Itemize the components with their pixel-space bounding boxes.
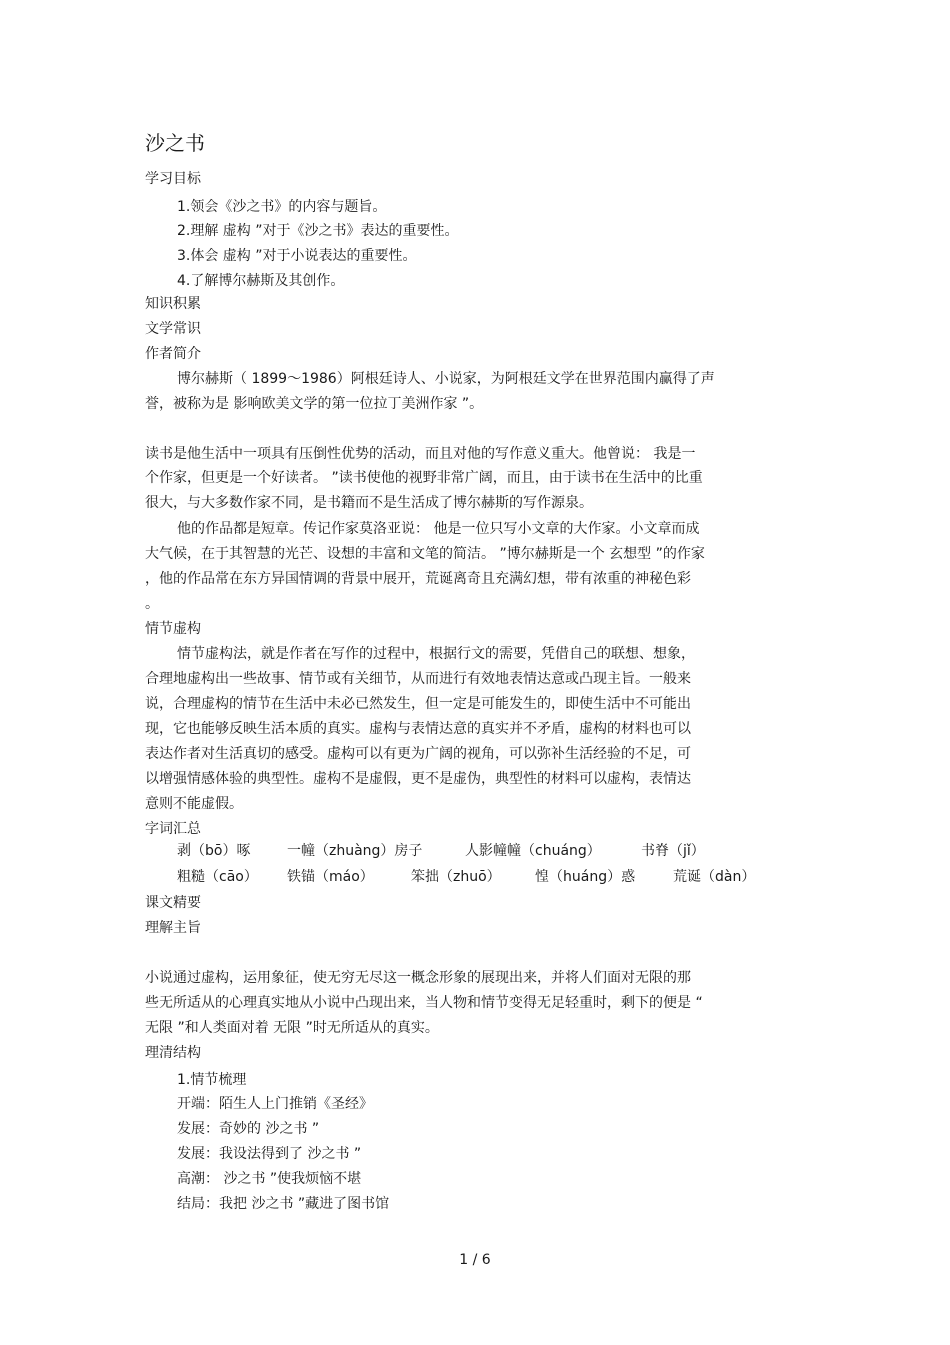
vocab-item: 惶（huáng）惑 — [535, 869, 636, 885]
goal-item: 4.了解博尔赫斯及其创作。 — [177, 273, 345, 289]
heading-knowledge: 知识积累 — [145, 296, 201, 312]
vocab-item: 一幢（zhuàng）房子 — [287, 843, 423, 859]
structure-item: 开端：陌生人上门推销《圣经》 — [177, 1096, 373, 1112]
vocab-item: 笨拙（zhuō） — [411, 869, 501, 885]
author-paragraph-line: ，他的作品常在东方异国情调的背景中展开，荒诞离奇且充满幻想，带有浓重的神秘色彩 — [145, 571, 691, 587]
vocab-item: 铁锚（máo） — [287, 869, 374, 885]
fiction-paragraph-line: 情节虚构法，就是作者在写作的过程中，根据行文的需要，凭借自己的联想、想象， — [177, 646, 695, 662]
heading-goals: 学习目标 — [145, 171, 201, 187]
author-paragraph-line: 很大，与大多数作家不同，是书籍而不是生活成了博尔赫斯的写作源泉。 — [145, 495, 593, 511]
author-paragraph-line: 读书是他生活中一项具有压倒性优势的活动，而且对他的写作意义重大。他曾说： 我是一 — [145, 446, 696, 462]
theme-paragraph-line: 小说通过虚构，运用象征，使无穷无尽这一概念形象的展现出来，并将人们面对无限的那 — [145, 970, 691, 986]
structure-item: 发展：奇妙的 沙之书 ” — [177, 1121, 320, 1137]
fiction-paragraph-line: 意则不能虚假。 — [145, 796, 243, 812]
author-paragraph-line: 誉，被称为是 影响欧美文学的第一位拉丁美洲作家 ”。 — [145, 396, 484, 412]
structure-item: 发展：我设法得到了 沙之书 ” — [177, 1146, 362, 1162]
page-title: 沙之书 — [145, 131, 205, 155]
goal-item: 2.理解 虚构 ”对于《沙之书》表达的重要性。 — [177, 223, 459, 239]
heading-theme: 理解主旨 — [145, 920, 201, 936]
vocab-item: 荒诞（dàn） — [673, 869, 756, 885]
structure-item: 结局：我把 沙之书 ”藏进了图书馆 — [177, 1196, 390, 1212]
theme-paragraph-line: 些无所适从的心理真实地从小说中凸现出来，当人物和情节变得无足轻重时，剩下的便是 “ — [145, 995, 703, 1011]
author-paragraph-line: 博尔赫斯（ 1899～1986）阿根廷诗人、小说家，为阿根廷文学在世界范围内赢得了声 — [177, 371, 715, 387]
goal-item: 3.体会 虚构 ”对于小说表达的重要性。 — [177, 248, 417, 264]
page-number: 1 / 6 — [459, 1252, 491, 1268]
heading-plot-fiction: 情节虚构 — [145, 621, 201, 637]
fiction-paragraph-line: 说，合理虚构的情节在生活中未必已然发生，但一定是可能发生的，即使生活中不可能出 — [145, 696, 691, 712]
fiction-paragraph-line: 合理地虚构出一些故事、情节或有关细节，从而进行有效地表情达意或凸现主旨。一般来 — [145, 671, 691, 687]
heading-structure: 理清结构 — [145, 1045, 201, 1061]
vocab-item: 粗糙（cāo） — [177, 869, 258, 885]
heading-author: 作者简介 — [145, 346, 201, 362]
vocab-item: 书脊（jǐ） — [641, 843, 705, 859]
heading-essence: 课文精要 — [145, 895, 201, 911]
structure-item: 高潮： 沙之书 ”使我烦恼不堪 — [177, 1171, 362, 1187]
fiction-paragraph-line: 现，它也能够反映生活本质的真实。虚构与表情达意的真实并不矛盾，虚构的材料也可以 — [145, 721, 691, 737]
heading-vocab: 字词汇总 — [145, 821, 201, 837]
vocab-item: 剥（bō）啄 — [177, 843, 251, 859]
fiction-paragraph-line: 表达作者对生活真切的感受。虚构可以有更为广阔的视角，可以弥补生活经验的不足，可 — [145, 746, 691, 762]
structure-title: 1.情节梳理 — [177, 1072, 247, 1088]
vocab-item: 人影幢幢（chuáng） — [465, 843, 601, 859]
goal-item: 1.领会《沙之书》的内容与题旨。 — [177, 199, 387, 215]
heading-literature: 文学常识 — [145, 321, 201, 337]
fiction-paragraph-line: 以增强情感体验的典型性。虚构不是虚假，更不是虚伪，典型性的材料可以虚构，表情达 — [145, 771, 691, 787]
author-paragraph-line: 。 — [145, 596, 159, 612]
author-paragraph-line: 他的作品都是短章。传记作家莫洛亚说： 他是一位只写小文章的大作家。小文章而成 — [177, 521, 700, 537]
theme-paragraph-line: 无限 ”和人类面对着 无限 ”时无所适从的真实。 — [145, 1020, 439, 1036]
author-paragraph-line: 大气候，在于其智慧的光芒、设想的丰富和文笔的简洁。 ”博尔赫斯是一个 玄想型 ”的作家 — [145, 546, 705, 562]
author-paragraph-line: 个作家，但更是一个好读者。 ”读书使他的视野非常广阔，而且，由于读书在生活中的比重 — [145, 470, 703, 486]
